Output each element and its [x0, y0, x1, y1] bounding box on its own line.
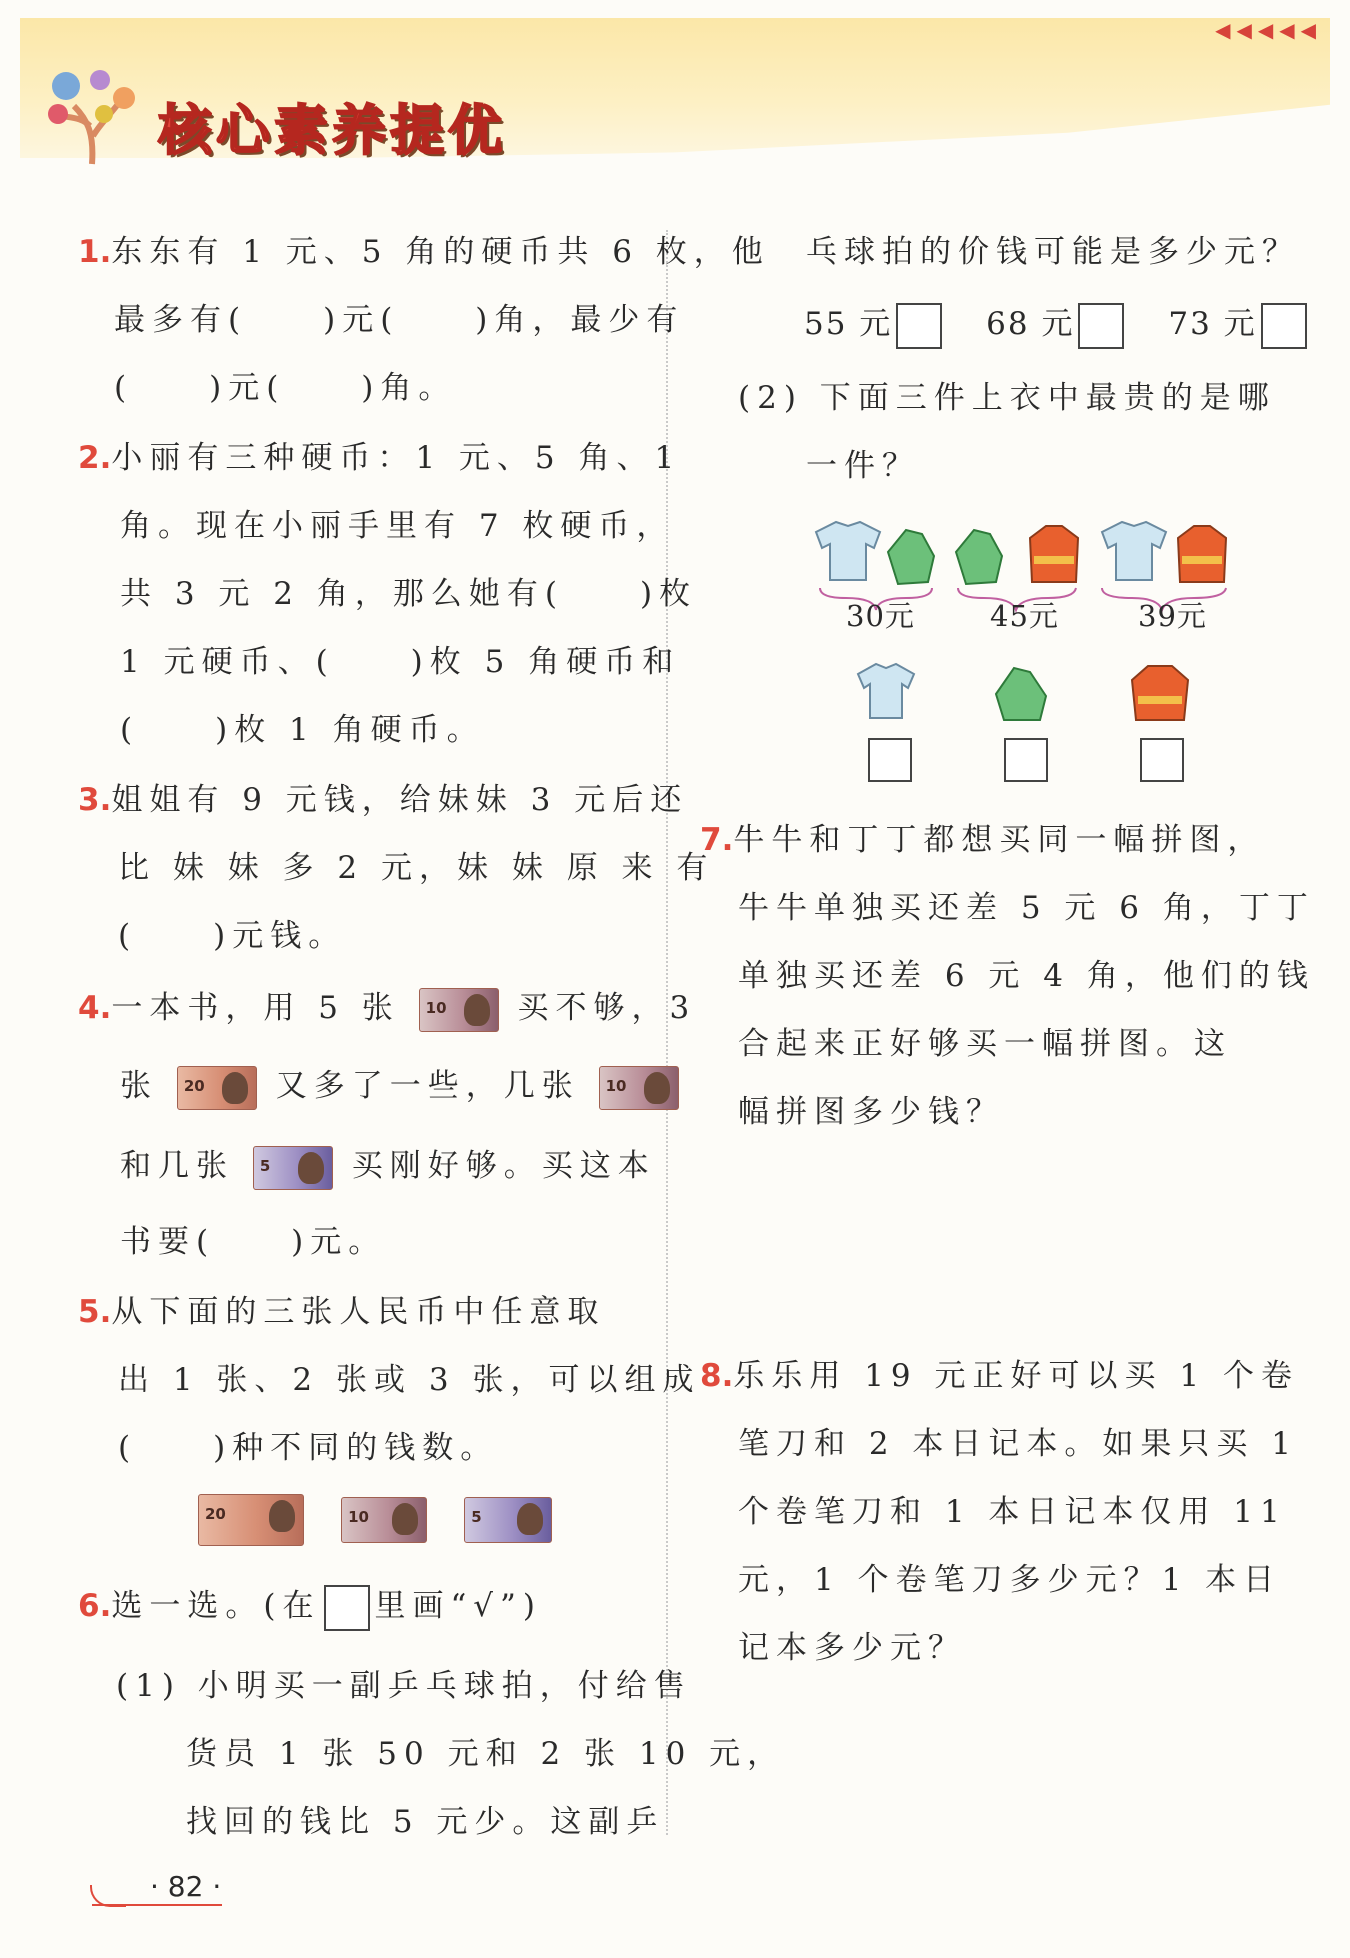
five-yuan-bill-image: 5 — [464, 1497, 552, 1543]
q7-line5: 幅拼图多少钱？ — [738, 1094, 1004, 1130]
tshirt-icon — [816, 522, 880, 580]
option-68-checkbox[interactable] — [1078, 303, 1124, 349]
jacket-answer-box[interactable] — [1004, 738, 1048, 782]
jacket-icon — [888, 530, 934, 584]
q2-line1: 2.小丽有三种硬币：1 元、5 角、1 — [78, 440, 682, 476]
q2-line4: 1 元硬币、( )枚 5 角硬币和 — [120, 644, 681, 680]
five-yuan-bill-image: 5 — [253, 1146, 333, 1190]
q1-line3: ( )元( )角。 — [114, 370, 457, 406]
q6-part1-line2: 货员 1 张 50 元和 2 张 10 元， — [186, 1736, 786, 1772]
q5-bills — [196, 1494, 554, 1546]
q4-line1: 4.一本书，用 5 张 10 买不够，3 — [78, 982, 696, 1032]
q7-line2: 牛牛单独买还差 5 元 6 角，丁丁 — [738, 890, 1315, 926]
q8-line5: 记本多少元？ — [738, 1630, 966, 1666]
q8-line1: 8.乐乐用 19 元正好可以买 1 个卷 — [700, 1358, 1299, 1394]
q2-line5: ( )枚 1 角硬币。 — [120, 712, 485, 748]
q7-number: 7. — [700, 822, 734, 858]
q7-line3: 单独买还差 6 元 4 角，他们的钱 — [738, 958, 1315, 994]
q6-number: 6. — [78, 1588, 112, 1624]
ten-yuan-bill-image: 10 — [599, 1066, 679, 1110]
twenty-yuan-bill-image: 20 — [177, 1066, 257, 1110]
example-checkbox — [324, 1585, 370, 1631]
tshirt-icon — [1102, 522, 1166, 580]
q4-line3: 和几张 5 买刚好够。买这本 — [120, 1140, 656, 1190]
q8-line3: 个卷笔刀和 1 本日记本仅用 11 — [738, 1494, 1287, 1530]
q8-number: 8. — [700, 1358, 734, 1394]
option-55-checkbox[interactable] — [896, 303, 942, 349]
tshirt-icon — [854, 660, 918, 724]
q8-line2: 笔刀和 2 本日记本。如果只买 1 — [738, 1426, 1299, 1462]
sweater-icon — [1128, 660, 1192, 724]
q5-number: 5. — [78, 1294, 112, 1330]
pair1-price: 30元 — [846, 599, 915, 633]
q6-heading: 6.选一选。(在 里画“√”) — [78, 1580, 542, 1631]
q3-line1: 3.姐姐有 9 元钱，给妹妹 3 元后还 — [78, 782, 689, 818]
q6-part1-line1: (1) 小明买一副乒乓球拍，付给售 — [116, 1668, 692, 1704]
q6-price-options: 55 元 68 元 73 元 — [804, 298, 1311, 349]
pair2-price: 45元 — [990, 599, 1059, 633]
q3-line2: 比 妹 妹 多 2 元，妹 妹 原 来 有 — [118, 850, 715, 886]
q1-line1: 1.东东有 1 元、5 角的硬币共 6 枚，他 — [78, 234, 770, 270]
q6-part2-line1: (2) 下面三件上衣中最贵的是哪 — [738, 380, 1276, 416]
q5-line1: 5.从下面的三张人民币中任意取 — [78, 1294, 606, 1330]
q5-line2: 出 1 张、2 张或 3 张，可以组成 — [118, 1362, 701, 1398]
pair3-price: 39元 — [1138, 599, 1207, 633]
q3-line3: ( )元钱。 — [118, 918, 347, 954]
sweater-icon — [1030, 526, 1078, 582]
page-number: · 82 · — [150, 1870, 222, 1903]
q4-number: 4. — [78, 990, 112, 1026]
sweater-answer-box[interactable] — [1140, 738, 1184, 782]
q2-number: 2. — [78, 440, 112, 476]
tree-icon — [44, 66, 144, 166]
q1-number: 1. — [78, 234, 112, 270]
jacket-icon — [956, 530, 1002, 584]
q2-line3: 共 3 元 2 角，那么她有( )枚 — [120, 576, 698, 612]
q2-line2: 角。现在小丽手里有 7 枚硬币， — [120, 508, 675, 544]
tshirt-answer-box[interactable] — [868, 738, 912, 782]
q7-line4: 合起来正好够买一幅拼图。这 — [738, 1026, 1232, 1062]
sweater-icon — [1178, 526, 1226, 582]
q4-line2: 张 20 又多了一些，几张 10 — [120, 1060, 681, 1110]
q6-part1-line4: 乓球拍的价钱可能是多少元？ — [806, 234, 1300, 270]
q8-line4: 元，1 个卷笔刀多少元？1 本日 — [738, 1562, 1282, 1598]
ten-yuan-bill-image: 10 — [341, 1497, 427, 1543]
q6-part2-line2: 一件？ — [806, 448, 920, 484]
q4-line4: 书要( )元。 — [120, 1224, 387, 1260]
q1-line2: 最多有( )元( )角，最少有 — [114, 302, 685, 338]
header-arrows: ◀◀◀◀◀ — [1215, 18, 1322, 42]
q7-line1: 7.牛牛和丁丁都想买同一幅拼图， — [700, 822, 1266, 858]
section-title: 核心素养提优 — [158, 99, 506, 162]
jacket-icon — [990, 660, 1054, 724]
option-73-checkbox[interactable] — [1261, 303, 1307, 349]
q6-part1-line3: 找回的钱比 5 元少。这副乒 — [186, 1804, 665, 1840]
ten-yuan-bill-image: 10 — [419, 988, 499, 1032]
page-number-underline — [92, 1904, 222, 1906]
q3-number: 3. — [78, 782, 112, 818]
q5-line3: ( )种不同的钱数。 — [118, 1430, 499, 1466]
twenty-yuan-bill-image: 20 — [198, 1494, 304, 1546]
